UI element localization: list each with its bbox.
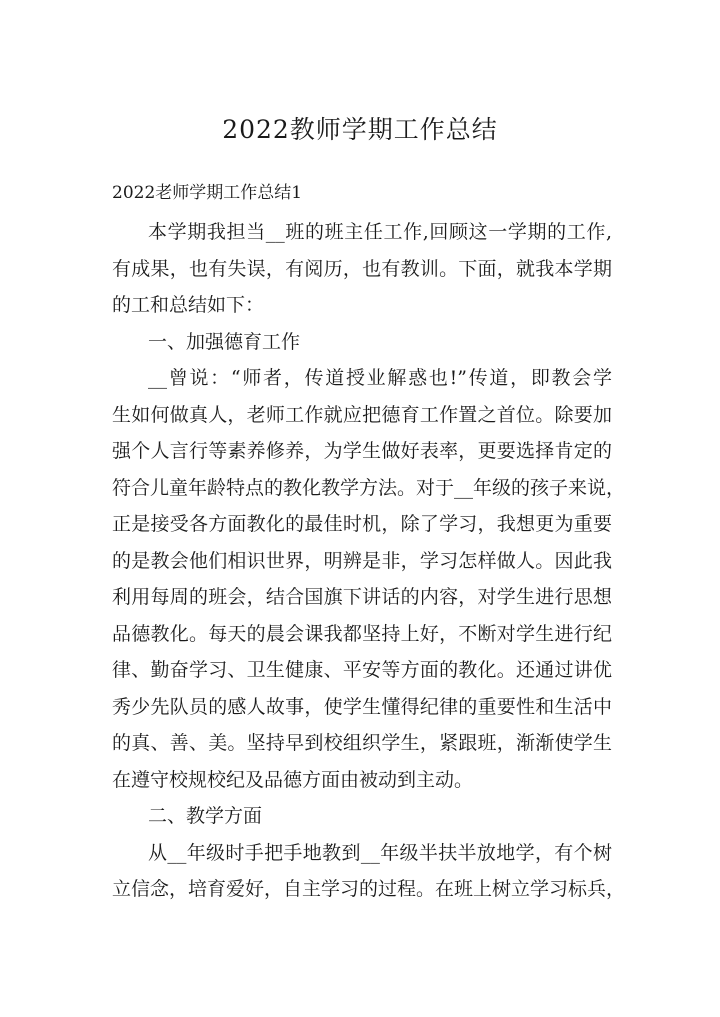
body-line: 品德教化。每天的晨会课我都坚持上好，不断对学生进行纪: [112, 623, 612, 645]
body-line: 立信念，培育爱好，自主学习的过程。在班上树立学习标兵，: [112, 878, 626, 900]
document-title: 2022教师学期工作总结: [222, 115, 498, 144]
body-line: 强个人言行等素养修养，为学生做好表率，更要选择肯定的: [112, 440, 612, 462]
body-line: 正是接受各方面教化的最佳时机，除了学习，我想更为重要: [112, 513, 612, 535]
body-line: __曾说：“师者，传道授业解惑也!”传道，即教会学: [148, 367, 612, 389]
section-heading: 一、加强德育工作: [148, 331, 301, 353]
body-line: 律、勤奋学习、卫生健康、平安等方面的教化。还通过讲优: [112, 659, 612, 681]
body-line: 秀少先队员的感人故事，使学生懂得纪律的重要性和生活中: [112, 696, 612, 718]
body-line: 从__年级时手把手地教到__年级半扶半放地学，有个树: [148, 842, 612, 864]
body-line: 有成果，也有失误，有阅历，也有教训。下面，就我本学期: [112, 258, 612, 280]
body-line: 生如何做真人，老师工作就应把德育工作置之首位。除要加: [112, 404, 612, 426]
section-subtitle: 2022老师学期工作总结1: [112, 183, 303, 203]
body-line: 的是教会他们相识世界，明辨是非，学习怎样做人。因此我: [112, 550, 612, 572]
body-line: 符合儿童年龄特点的教化教学方法。对于__年级的孩子来说，: [112, 477, 626, 499]
body-line: 的真、善、美。坚持早到校组织学生，紧跟班，渐渐使学生: [112, 732, 612, 754]
body-line: 的工和总结如下：: [112, 294, 265, 316]
section-heading: 二、教学方面: [148, 805, 263, 827]
body-line: 利用每周的班会，结合国旗下讲话的内容，对学生进行思想: [112, 586, 612, 608]
body-line: 本学期我担当__班的班主任工作,回顾这一学期的工作,: [148, 221, 612, 243]
body-line: 在遵守校规校纪及品德方面由被动到主动。: [112, 769, 474, 791]
